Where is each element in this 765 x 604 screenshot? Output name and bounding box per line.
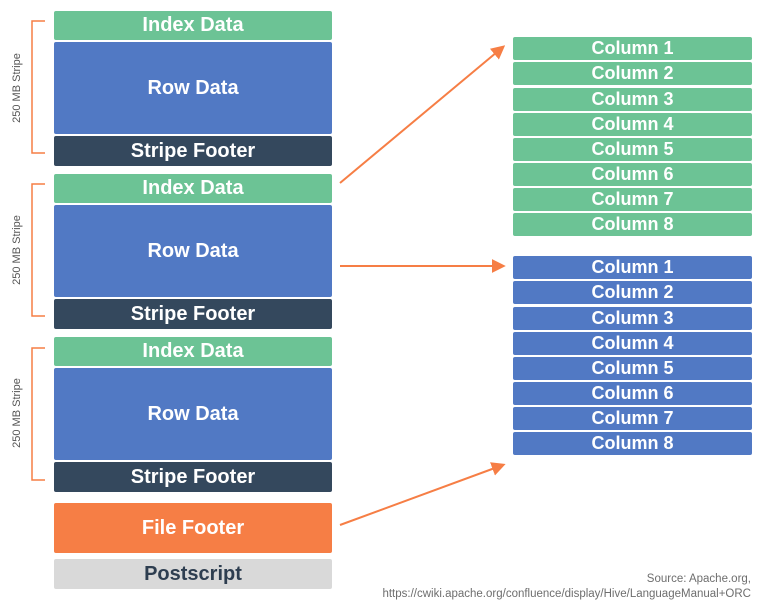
blue-column-2: Column 2: [513, 281, 752, 304]
postscript: Postscript: [54, 559, 332, 589]
blue-column-4: Column 4: [513, 332, 752, 355]
blue-column-7: Column 7: [513, 407, 752, 430]
blue-column-3: Column 3: [513, 307, 752, 330]
stripe-3-bracket: [32, 348, 45, 480]
blue-column-6: Column 6: [513, 382, 752, 405]
blue-column-8: Column 8: [513, 432, 752, 455]
stripe-1-row-data: Row Data: [54, 42, 332, 134]
blue-column-1: Column 1: [513, 256, 752, 279]
green-column-8: Column 8: [513, 213, 752, 236]
stripe-3-stripe-footer: Stripe Footer: [54, 462, 332, 492]
stripe-3-index-data: Index Data: [54, 337, 332, 366]
stripe-2-bracket: [32, 184, 45, 316]
green-column-4: Column 4: [513, 113, 752, 136]
stripe-1-index-data: Index Data: [54, 11, 332, 40]
green-column-1: Column 1: [513, 37, 752, 60]
stripe-1-size-label: 250 MB Stripe: [11, 53, 23, 123]
index-to-columns-arrow: [340, 47, 503, 183]
file-footer: File Footer: [54, 503, 332, 553]
stripe-3-row-data: Row Data: [54, 368, 332, 460]
stripe-3-size-label: 250 MB Stripe: [11, 378, 23, 448]
green-column-6: Column 6: [513, 163, 752, 186]
stripe-2-index-data: Index Data: [54, 174, 332, 203]
green-column-3: Column 3: [513, 88, 752, 111]
stripe-1-stripe-footer: Stripe Footer: [54, 136, 332, 166]
blue-column-5: Column 5: [513, 357, 752, 380]
green-column-7: Column 7: [513, 188, 752, 211]
stripe-2-stripe-footer: Stripe Footer: [54, 299, 332, 329]
file-footer-to-columns-arrow: [340, 465, 503, 525]
green-column-5: Column 5: [513, 138, 752, 161]
stripe-2-row-data: Row Data: [54, 205, 332, 297]
stripe-2-size-label: 250 MB Stripe: [11, 215, 23, 285]
stripe-1-bracket: [32, 21, 45, 153]
green-column-2: Column 2: [513, 62, 752, 85]
source-caption: [382, 572, 751, 602]
source-line-1: Source: Apache.org,: [646, 573, 751, 585]
source-line-2: https://cwiki.apache.org/confluence/display/Hive/LanguageManual+ORC: [382, 588, 751, 600]
